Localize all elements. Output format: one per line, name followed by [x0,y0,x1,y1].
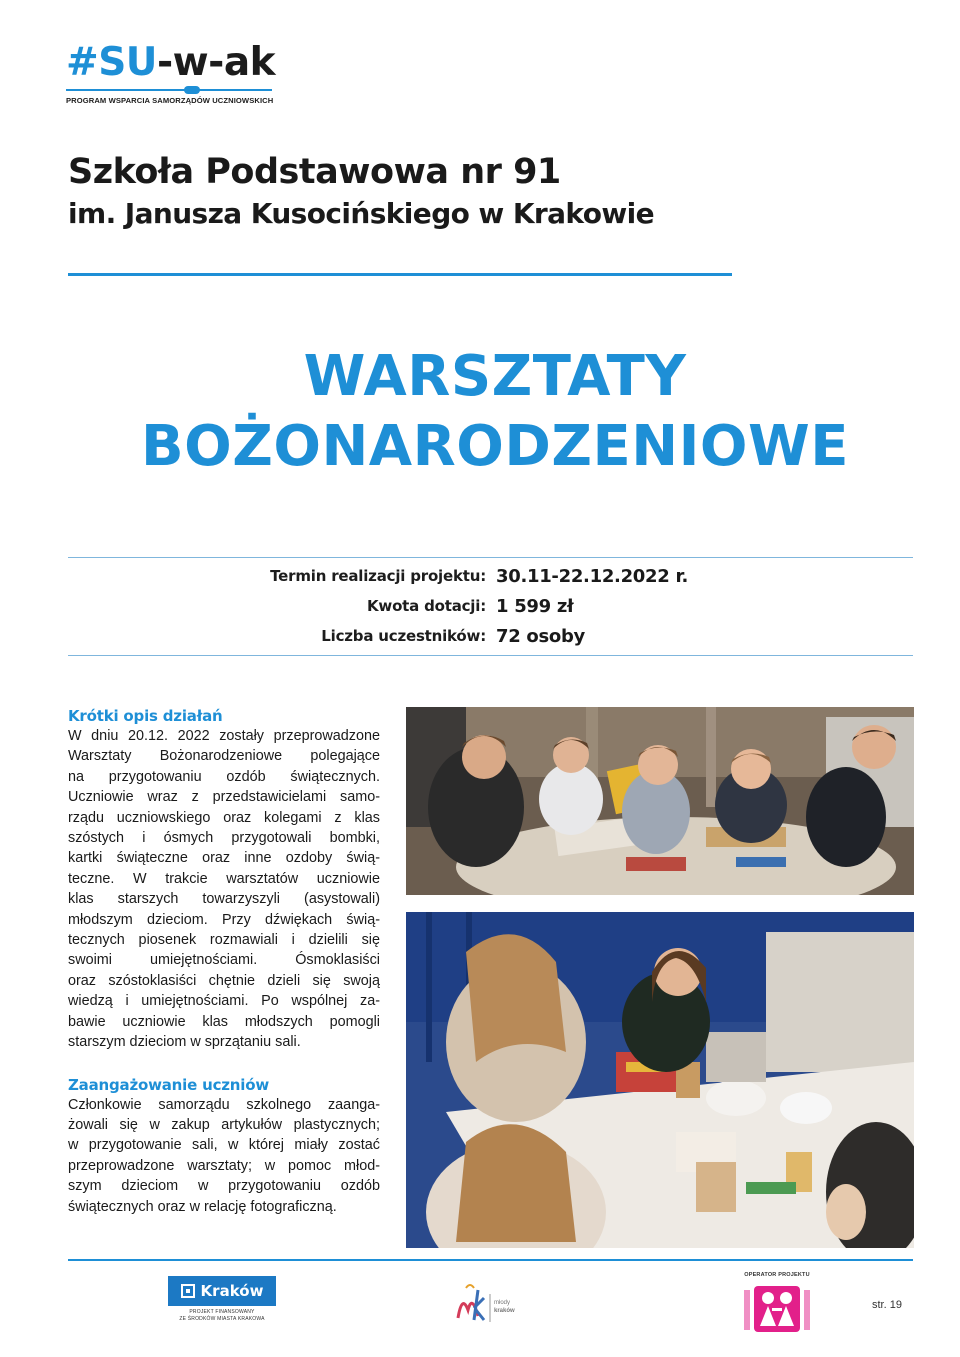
program-logo [66,40,316,105]
text-line: teczne. W trakcie warsztatów uczniowie [68,870,380,887]
info-bottom-rule [68,655,913,656]
text-line: żowali się w zakup artykułów plastycznych; [68,1116,380,1133]
operator-label: OPERATOR PROJEKTU [744,1272,810,1278]
krakow-square-icon [181,1284,195,1298]
text-line: rządu uczniowskiego oraz kolegami z klas [68,809,380,826]
school-name-line2: im. Janusza Kusocińskiego w Krakowie [68,197,654,230]
text-line: szóstych i ósmych przygotowali bombki, [68,830,380,847]
text-line: klas starszych towarzyszyli (asystowali) [68,891,380,908]
text-line: młodszym dzieciom. Przy dźwiękach świą- [68,911,380,928]
text-line: Uczniowie wraz z przedstawicielami samo- [68,789,380,806]
text-line: oraz szóstoklasiści chętnie dzieli się swoją [68,972,380,989]
text-line: wiedzą i umiejętnościami. Po wspólnej za- [68,993,380,1010]
section-title: Krótki opis działań [68,707,223,725]
text-line: tecznych piosenek rozmawiali i dzielili się [68,932,380,949]
info-row-grant [68,591,913,621]
photo-workshop-1 [406,707,914,895]
mlody-krakow-logo [452,1280,532,1330]
project-info-table [68,557,913,656]
mk-label-2: kraków [494,1308,515,1314]
text-line: na przygotowaniu ozdób świątecznych. [68,768,380,785]
text-line: bawie uczniowie klas młodszych pomogli [68,1013,380,1030]
project-title-line1: WARSZTATY [303,344,687,409]
krakow-note: PROJEKT FINANSOWANY ZE ŚRODKÓW MIASTA KRAKOWA [179,1309,265,1322]
logo-wordmark: #SU-w-ak [66,40,276,85]
info-value: 30.11-22.12.2022 r. [496,565,688,587]
project-title-line2: BOŻONARODZENIOWE [140,414,850,479]
mk-label-1: młody [494,1300,511,1306]
section-body [68,726,380,1053]
school-name-line1: Szkoła Podstawowa nr 91 [68,152,561,192]
info-label: Termin realizacji projektu: [270,567,486,585]
krakow-badge: Kraków [168,1276,276,1306]
text-column [68,706,380,1217]
project-title [0,342,960,482]
info-row-participants [68,621,913,651]
krakow-logo [168,1276,276,1328]
text-line: szym dzieciom w przygotowaniu ozdób [68,1178,380,1195]
section-description [68,706,380,1053]
text-line: Warsztaty Bożonarodzeniowe polegające [68,748,380,765]
text-line: kartki świąteczne oraz inne ozdoby świą- [68,850,380,867]
photo-workshop-2 [406,912,914,1248]
logo-subtitle: PROGRAM WSPARCIA SAMORZĄDÓW UCZNIOWSKICH [66,96,274,105]
title-divider [68,273,732,276]
text-line: przeprowadzone warsztaty; w pomoc młod- [68,1157,380,1174]
footer-divider [68,1259,913,1261]
info-row-dates [68,561,913,591]
text-line: świątecznych oraz w relację fotograficzną. [68,1198,337,1215]
info-label: Liczba uczestników: [321,627,486,645]
text-line: w przygotowanie sali, w której miały zostać [68,1137,380,1154]
section-title: Zaangażowanie uczniów [68,1075,269,1094]
section-body [68,1095,380,1217]
text-line: starszym dzieciom w sprzątaniu sali. [68,1034,301,1051]
page-number: str. 19 [872,1299,902,1311]
text-line: swoimi umiejętnościami. Ósmoklasiści [68,952,380,969]
school-name [68,150,808,234]
text-line: W dniu 20.12. 2022 zostały przeprowadzone [68,728,380,744]
section-engagement [68,1075,380,1217]
foundation-emblem [732,1280,822,1340]
operator-logo [732,1272,822,1342]
info-value: 1 599 zł [496,595,574,617]
info-value: 72 osoby [496,625,585,647]
logo-slider-line [66,86,272,94]
text-line: Członkowie samorządu szkolnego zaanga- [68,1096,380,1113]
info-label: Kwota dotacji: [366,597,486,615]
